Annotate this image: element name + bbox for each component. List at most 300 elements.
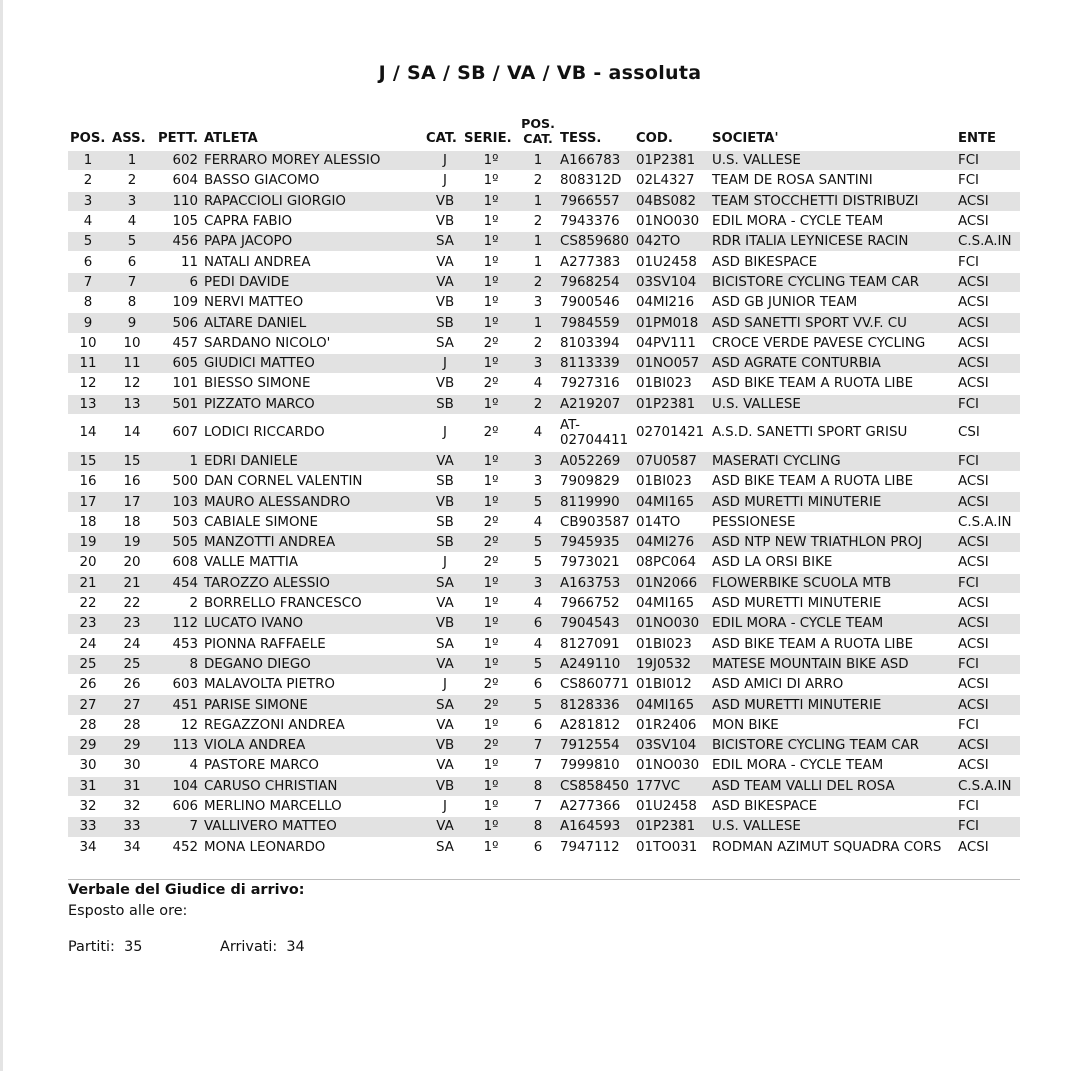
cell-ente: C.S.A.IN bbox=[956, 512, 1020, 532]
cell-tess: A219207 bbox=[558, 394, 634, 414]
cell-pett: 456 bbox=[156, 232, 202, 252]
header-atleta: ATLETA bbox=[204, 131, 258, 146]
cell-cat: VB bbox=[426, 191, 464, 211]
cell-atleta: FERRARO MOREY ALESSIO bbox=[202, 151, 426, 171]
judge-title: Verbale del Giudice di arrivo: bbox=[68, 882, 305, 898]
cell-societa: EDIL MORA - CYCLE TEAM bbox=[710, 614, 956, 634]
cell-cod: 04MI165 bbox=[634, 492, 710, 512]
cell-pos-cat: 2 bbox=[518, 272, 558, 292]
cell-pett: 453 bbox=[156, 634, 202, 654]
cell-pos: 19 bbox=[68, 533, 108, 553]
cell-pos: 33 bbox=[68, 817, 108, 837]
cell-ass: 22 bbox=[108, 593, 156, 613]
cell-tess: CS860771 bbox=[558, 675, 634, 695]
cell-societa: RDR ITALIA LEYNICESE RACIN bbox=[710, 232, 956, 252]
cell-ente: ACSI bbox=[956, 533, 1020, 553]
table-row bbox=[68, 796, 1020, 816]
cell-atleta: RAPACCIOLI GIORGIO bbox=[202, 191, 426, 211]
cell-societa: MASERATI CYCLING bbox=[710, 451, 956, 471]
cell-pett: 503 bbox=[156, 512, 202, 532]
cell-ass: 11 bbox=[108, 353, 156, 373]
cell-atleta: PARISE SIMONE bbox=[202, 695, 426, 715]
cell-cod: 042TO bbox=[634, 232, 710, 252]
cell-atleta: LUCATO IVANO bbox=[202, 614, 426, 634]
cell-tess: A164593 bbox=[558, 817, 634, 837]
cell-ass: 24 bbox=[108, 634, 156, 654]
cell-tess: A277366 bbox=[558, 796, 634, 816]
cell-pett: 103 bbox=[156, 492, 202, 512]
cell-cod: 01BI023 bbox=[634, 374, 710, 394]
cell-cat: SA bbox=[426, 695, 464, 715]
cell-atleta: BORRELLO FRANCESCO bbox=[202, 593, 426, 613]
cell-societa: A.S.D. SANETTI SPORT GRISU bbox=[710, 414, 956, 451]
cell-tess: A163753 bbox=[558, 573, 634, 593]
cell-pett: 501 bbox=[156, 394, 202, 414]
cell-pos: 32 bbox=[68, 796, 108, 816]
cell-pos-cat: 8 bbox=[518, 776, 558, 796]
cell-pos: 12 bbox=[68, 374, 108, 394]
cell-cod: 014TO bbox=[634, 512, 710, 532]
cell-atleta: PASTORE MARCO bbox=[202, 756, 426, 776]
cell-serie: 2º bbox=[464, 414, 518, 451]
table-row bbox=[68, 211, 1020, 231]
cell-tess: A052269 bbox=[558, 451, 634, 471]
cell-cat: SA bbox=[426, 634, 464, 654]
cell-pett: 11 bbox=[156, 252, 202, 272]
cell-ente: ACSI bbox=[956, 293, 1020, 313]
cell-pos-cat: 2 bbox=[518, 211, 558, 231]
cell-cod: 04MI165 bbox=[634, 593, 710, 613]
cell-pett: 605 bbox=[156, 353, 202, 373]
cell-cat: VB bbox=[426, 492, 464, 512]
cell-atleta: VALLE MATTIA bbox=[202, 553, 426, 573]
cell-cod: 01BI012 bbox=[634, 675, 710, 695]
cell-tess: 7999810 bbox=[558, 756, 634, 776]
header-societa: SOCIETA' bbox=[712, 131, 779, 146]
cell-cod: 01PM018 bbox=[634, 313, 710, 333]
cell-serie: 1º bbox=[464, 817, 518, 837]
cell-pos: 4 bbox=[68, 211, 108, 231]
cell-pos-cat: 1 bbox=[518, 151, 558, 171]
cell-tess: 8127091 bbox=[558, 634, 634, 654]
cell-societa: MATESE MOUNTAIN BIKE ASD bbox=[710, 654, 956, 674]
cell-serie: 1º bbox=[464, 394, 518, 414]
cell-pos: 24 bbox=[68, 634, 108, 654]
table-row bbox=[68, 776, 1020, 796]
cell-ente: FCI bbox=[956, 451, 1020, 471]
cell-ente: ACSI bbox=[956, 211, 1020, 231]
cell-cod: 04PV111 bbox=[634, 333, 710, 353]
cell-ente: ACSI bbox=[956, 837, 1020, 857]
cell-ente: C.S.A.IN bbox=[956, 776, 1020, 796]
cell-ente: ACSI bbox=[956, 492, 1020, 512]
cell-cat: J bbox=[426, 353, 464, 373]
header-ente: ENTE bbox=[958, 131, 997, 146]
cell-ass: 13 bbox=[108, 394, 156, 414]
cell-ass: 17 bbox=[108, 492, 156, 512]
cell-pos-cat: 6 bbox=[518, 715, 558, 735]
cell-cod: 04MI216 bbox=[634, 293, 710, 313]
cell-tess: 8128336 bbox=[558, 695, 634, 715]
cell-societa: BICISTORE CYCLING TEAM CAR bbox=[710, 272, 956, 292]
cell-pett: 112 bbox=[156, 614, 202, 634]
cell-pett: 604 bbox=[156, 171, 202, 191]
table-row bbox=[68, 675, 1020, 695]
cell-serie: 1º bbox=[464, 353, 518, 373]
cell-serie: 1º bbox=[464, 776, 518, 796]
cell-ass: 32 bbox=[108, 796, 156, 816]
cell-serie: 1º bbox=[464, 191, 518, 211]
cell-pos-cat: 5 bbox=[518, 533, 558, 553]
table-row bbox=[68, 533, 1020, 553]
cell-pos: 5 bbox=[68, 232, 108, 252]
cell-cod: 01P2381 bbox=[634, 151, 710, 171]
cell-atleta: MONA LEONARDO bbox=[202, 837, 426, 857]
cell-pos: 13 bbox=[68, 394, 108, 414]
cell-serie: 2º bbox=[464, 512, 518, 532]
cell-serie: 1º bbox=[464, 634, 518, 654]
cell-ass: 25 bbox=[108, 654, 156, 674]
cell-societa: ASD BIKE TEAM A RUOTA LIBE bbox=[710, 634, 956, 654]
cell-pos-cat: 3 bbox=[518, 573, 558, 593]
cell-pos-cat: 5 bbox=[518, 492, 558, 512]
cell-societa: EDIL MORA - CYCLE TEAM bbox=[710, 211, 956, 231]
cell-tess: 8103394 bbox=[558, 333, 634, 353]
cell-serie: 1º bbox=[464, 151, 518, 171]
cell-ente: ACSI bbox=[956, 695, 1020, 715]
cell-atleta: PEDI DAVIDE bbox=[202, 272, 426, 292]
cell-tess: 7900546 bbox=[558, 293, 634, 313]
cell-societa: ASD BIKE TEAM A RUOTA LIBE bbox=[710, 374, 956, 394]
cell-ente: CSI bbox=[956, 414, 1020, 451]
cell-serie: 1º bbox=[464, 715, 518, 735]
cell-atleta: DEGANO DIEGO bbox=[202, 654, 426, 674]
cell-serie: 1º bbox=[464, 796, 518, 816]
cell-atleta: CARUSO CHRISTIAN bbox=[202, 776, 426, 796]
cell-ass: 8 bbox=[108, 293, 156, 313]
cell-serie: 1º bbox=[464, 614, 518, 634]
cell-pos: 9 bbox=[68, 313, 108, 333]
table-row bbox=[68, 333, 1020, 353]
cell-pos: 28 bbox=[68, 715, 108, 735]
cell-pos-cat: 3 bbox=[518, 472, 558, 492]
cell-pos-cat: 4 bbox=[518, 634, 558, 654]
cell-pett: 608 bbox=[156, 553, 202, 573]
cell-ente: FCI bbox=[956, 817, 1020, 837]
cell-cat: SA bbox=[426, 573, 464, 593]
cell-cod: 02701421 bbox=[634, 414, 710, 451]
cell-serie: 2º bbox=[464, 675, 518, 695]
cell-ente: FCI bbox=[956, 654, 1020, 674]
cell-cod: 03SV104 bbox=[634, 272, 710, 292]
cell-ente: ACSI bbox=[956, 374, 1020, 394]
cell-pett: 505 bbox=[156, 533, 202, 553]
cell-pos: 34 bbox=[68, 837, 108, 857]
cell-ass: 19 bbox=[108, 533, 156, 553]
cell-pos-cat: 3 bbox=[518, 451, 558, 471]
cell-pett: 113 bbox=[156, 736, 202, 756]
cell-ente: ACSI bbox=[956, 675, 1020, 695]
cell-pos: 27 bbox=[68, 695, 108, 715]
cell-societa: ASD SANETTI SPORT VV.F. CU bbox=[710, 313, 956, 333]
cell-atleta: CAPRA FABIO bbox=[202, 211, 426, 231]
cell-cat: SA bbox=[426, 837, 464, 857]
table-row bbox=[68, 817, 1020, 837]
cell-ass: 6 bbox=[108, 252, 156, 272]
cell-ente: FCI bbox=[956, 796, 1020, 816]
cell-cod: 01R2406 bbox=[634, 715, 710, 735]
cell-ass: 23 bbox=[108, 614, 156, 634]
cell-tess: 7973021 bbox=[558, 553, 634, 573]
cell-atleta: DAN CORNEL VALENTIN bbox=[202, 472, 426, 492]
cell-ass: 10 bbox=[108, 333, 156, 353]
cell-pett: 109 bbox=[156, 293, 202, 313]
cell-pos: 3 bbox=[68, 191, 108, 211]
cell-tess: 808312D bbox=[558, 171, 634, 191]
cell-serie: 1º bbox=[464, 837, 518, 857]
header-ass: ASS. bbox=[112, 131, 146, 146]
cell-pos-cat: 2 bbox=[518, 171, 558, 191]
cell-ente: FCI bbox=[956, 171, 1020, 191]
cell-cat: VB bbox=[426, 374, 464, 394]
cell-pos: 25 bbox=[68, 654, 108, 674]
cell-serie: 1º bbox=[464, 654, 518, 674]
cell-societa: U.S. VALLESE bbox=[710, 151, 956, 171]
cell-societa: ASD MURETTI MINUTERIE bbox=[710, 695, 956, 715]
cell-tess: 8119990 bbox=[558, 492, 634, 512]
cell-ente: FCI bbox=[956, 394, 1020, 414]
cell-societa: CROCE VERDE PAVESE CYCLING bbox=[710, 333, 956, 353]
cell-cod: 04MI165 bbox=[634, 695, 710, 715]
cell-pos: 14 bbox=[68, 414, 108, 451]
table-row bbox=[68, 553, 1020, 573]
cell-cod: 07U0587 bbox=[634, 451, 710, 471]
cell-pett: 500 bbox=[156, 472, 202, 492]
cell-serie: 1º bbox=[464, 492, 518, 512]
table-row bbox=[68, 654, 1020, 674]
cell-pett: 110 bbox=[156, 191, 202, 211]
table-row bbox=[68, 715, 1020, 735]
table-row bbox=[68, 394, 1020, 414]
cell-cat: VA bbox=[426, 272, 464, 292]
cell-cod: 01TO031 bbox=[634, 837, 710, 857]
finishers-value: 34 bbox=[286, 939, 305, 955]
header-cat: CAT. bbox=[426, 131, 457, 146]
header-pos-cat bbox=[518, 116, 558, 151]
table-row bbox=[68, 695, 1020, 715]
cell-cat: J bbox=[426, 553, 464, 573]
header-cod: COD. bbox=[636, 131, 673, 146]
cell-atleta: GIUDICI MATTEO bbox=[202, 353, 426, 373]
cell-societa: ASD TEAM VALLI DEL ROSA bbox=[710, 776, 956, 796]
cell-ass: 1 bbox=[108, 151, 156, 171]
table-row bbox=[68, 756, 1020, 776]
cell-cod: 01BI023 bbox=[634, 472, 710, 492]
cell-cod: 03SV104 bbox=[634, 736, 710, 756]
cell-ente: FCI bbox=[956, 573, 1020, 593]
cell-pett: 451 bbox=[156, 695, 202, 715]
header-pos-cat-line2: CAT. bbox=[523, 131, 553, 146]
cell-ente: FCI bbox=[956, 252, 1020, 272]
cell-atleta: NATALI ANDREA bbox=[202, 252, 426, 272]
cell-serie: 1º bbox=[464, 293, 518, 313]
cell-cod: 08PC064 bbox=[634, 553, 710, 573]
cell-ente: ACSI bbox=[956, 553, 1020, 573]
cell-atleta: ALTARE DANIEL bbox=[202, 313, 426, 333]
cell-pos-cat: 1 bbox=[518, 252, 558, 272]
cell-pos-cat: 5 bbox=[518, 654, 558, 674]
table-row bbox=[68, 191, 1020, 211]
cell-pos-cat: 6 bbox=[518, 837, 558, 857]
cell-atleta: PIZZATO MARCO bbox=[202, 394, 426, 414]
footer-divider bbox=[68, 879, 1020, 880]
cell-ass: 3 bbox=[108, 191, 156, 211]
cell-pos-cat: 4 bbox=[518, 374, 558, 394]
cell-pos: 22 bbox=[68, 593, 108, 613]
cell-pos-cat: 3 bbox=[518, 353, 558, 373]
cell-cod: 01NO030 bbox=[634, 614, 710, 634]
cell-cat: SB bbox=[426, 533, 464, 553]
cell-ass: 9 bbox=[108, 313, 156, 333]
cell-pos-cat: 3 bbox=[518, 293, 558, 313]
cell-ass: 29 bbox=[108, 736, 156, 756]
cell-societa: ASD AMICI DI ARRO bbox=[710, 675, 956, 695]
cell-ass: 4 bbox=[108, 211, 156, 231]
cell-cat: SB bbox=[426, 472, 464, 492]
cell-tess: A281812 bbox=[558, 715, 634, 735]
cell-cat: VB bbox=[426, 736, 464, 756]
cell-societa: ASD LA ORSI BIKE bbox=[710, 553, 956, 573]
cell-cod: 19J0532 bbox=[634, 654, 710, 674]
cell-tess: 7984559 bbox=[558, 313, 634, 333]
cell-ass: 28 bbox=[108, 715, 156, 735]
table-row bbox=[68, 573, 1020, 593]
cell-atleta: PAPA JACOPO bbox=[202, 232, 426, 252]
cell-serie: 1º bbox=[464, 272, 518, 292]
cell-cod: 01N2066 bbox=[634, 573, 710, 593]
cell-pett: 452 bbox=[156, 837, 202, 857]
table-row bbox=[68, 171, 1020, 191]
cell-pett: 607 bbox=[156, 414, 202, 451]
cell-ass: 30 bbox=[108, 756, 156, 776]
cell-serie: 1º bbox=[464, 171, 518, 191]
cell-pett: 2 bbox=[156, 593, 202, 613]
cell-pos: 30 bbox=[68, 756, 108, 776]
cell-cat: VB bbox=[426, 211, 464, 231]
cell-cod: 01NO030 bbox=[634, 211, 710, 231]
cell-cod: 01BI023 bbox=[634, 634, 710, 654]
cell-cat: VA bbox=[426, 756, 464, 776]
table-row bbox=[68, 374, 1020, 394]
table-row bbox=[68, 451, 1020, 471]
cell-pos-cat: 4 bbox=[518, 512, 558, 532]
cell-tess: 8113339 bbox=[558, 353, 634, 373]
cell-pett: 7 bbox=[156, 817, 202, 837]
cell-ass: 2 bbox=[108, 171, 156, 191]
cell-pos-cat: 7 bbox=[518, 796, 558, 816]
cell-atleta: PIONNA RAFFAELE bbox=[202, 634, 426, 654]
cell-tess: 7927316 bbox=[558, 374, 634, 394]
table-row bbox=[68, 492, 1020, 512]
finishers-count bbox=[220, 939, 305, 955]
table-row bbox=[68, 151, 1020, 171]
cell-societa: FLOWERBIKE SCUOLA MTB bbox=[710, 573, 956, 593]
cell-cat: SB bbox=[426, 313, 464, 333]
cell-pos-cat: 1 bbox=[518, 191, 558, 211]
cell-atleta: NERVI MATTEO bbox=[202, 293, 426, 313]
cell-tess: 7947112 bbox=[558, 837, 634, 857]
cell-pos: 10 bbox=[68, 333, 108, 353]
cell-pett: 12 bbox=[156, 715, 202, 735]
cell-tess: 7966557 bbox=[558, 191, 634, 211]
cell-ass: 33 bbox=[108, 817, 156, 837]
cell-ass: 18 bbox=[108, 512, 156, 532]
cell-pos: 16 bbox=[68, 472, 108, 492]
cell-pett: 603 bbox=[156, 675, 202, 695]
cell-pett: 602 bbox=[156, 151, 202, 171]
cell-atleta: MERLINO MARCELLO bbox=[202, 796, 426, 816]
starters-value: 35 bbox=[124, 939, 143, 955]
cell-pos-cat: 7 bbox=[518, 756, 558, 776]
cell-ass: 26 bbox=[108, 675, 156, 695]
cell-cod: 01P2381 bbox=[634, 394, 710, 414]
cell-atleta: BASSO GIACOMO bbox=[202, 171, 426, 191]
cell-societa: ASD MURETTI MINUTERIE bbox=[710, 593, 956, 613]
cell-ass: 5 bbox=[108, 232, 156, 252]
table-row bbox=[68, 414, 1020, 451]
cell-pett: 454 bbox=[156, 573, 202, 593]
cell-ass: 21 bbox=[108, 573, 156, 593]
cell-pos: 29 bbox=[68, 736, 108, 756]
cell-cod: 02L4327 bbox=[634, 171, 710, 191]
cell-atleta: REGAZZONI ANDREA bbox=[202, 715, 426, 735]
cell-serie: 2º bbox=[464, 374, 518, 394]
cell-cat: VA bbox=[426, 451, 464, 471]
cell-cod: 01NO057 bbox=[634, 353, 710, 373]
cell-ass: 14 bbox=[108, 414, 156, 451]
cell-cat: J bbox=[426, 675, 464, 695]
cell-pos: 26 bbox=[68, 675, 108, 695]
cell-ente: ACSI bbox=[956, 614, 1020, 634]
cell-cod: 04BS082 bbox=[634, 191, 710, 211]
cell-tess: CS858450 bbox=[558, 776, 634, 796]
cell-societa: ASD BIKESPACE bbox=[710, 252, 956, 272]
cell-cod: 01P2381 bbox=[634, 817, 710, 837]
header-serie: SERIE. bbox=[464, 131, 512, 146]
table-row bbox=[68, 512, 1020, 532]
cell-serie: 2º bbox=[464, 333, 518, 353]
cell-pos-cat: 2 bbox=[518, 394, 558, 414]
cell-cod: 177VC bbox=[634, 776, 710, 796]
cell-ente: ACSI bbox=[956, 272, 1020, 292]
table-row bbox=[68, 272, 1020, 292]
cell-atleta: TAROZZO ALESSIO bbox=[202, 573, 426, 593]
cell-atleta: MALAVOLTA PIETRO bbox=[202, 675, 426, 695]
cell-ente: ACSI bbox=[956, 191, 1020, 211]
cell-tess: A166783 bbox=[558, 151, 634, 171]
cell-societa: ASD MURETTI MINUTERIE bbox=[710, 492, 956, 512]
cell-serie: 2º bbox=[464, 695, 518, 715]
cell-societa: ASD AGRATE CONTURBIA bbox=[710, 353, 956, 373]
header-tess: TESS. bbox=[560, 131, 602, 146]
cell-cat: SA bbox=[426, 232, 464, 252]
cell-tess: 7968254 bbox=[558, 272, 634, 292]
exposed-time-label: Esposto alle ore: bbox=[68, 903, 188, 919]
cell-ente: ACSI bbox=[956, 353, 1020, 373]
cell-pett: 8 bbox=[156, 654, 202, 674]
cell-pos-cat: 5 bbox=[518, 553, 558, 573]
cell-pos: 21 bbox=[68, 573, 108, 593]
